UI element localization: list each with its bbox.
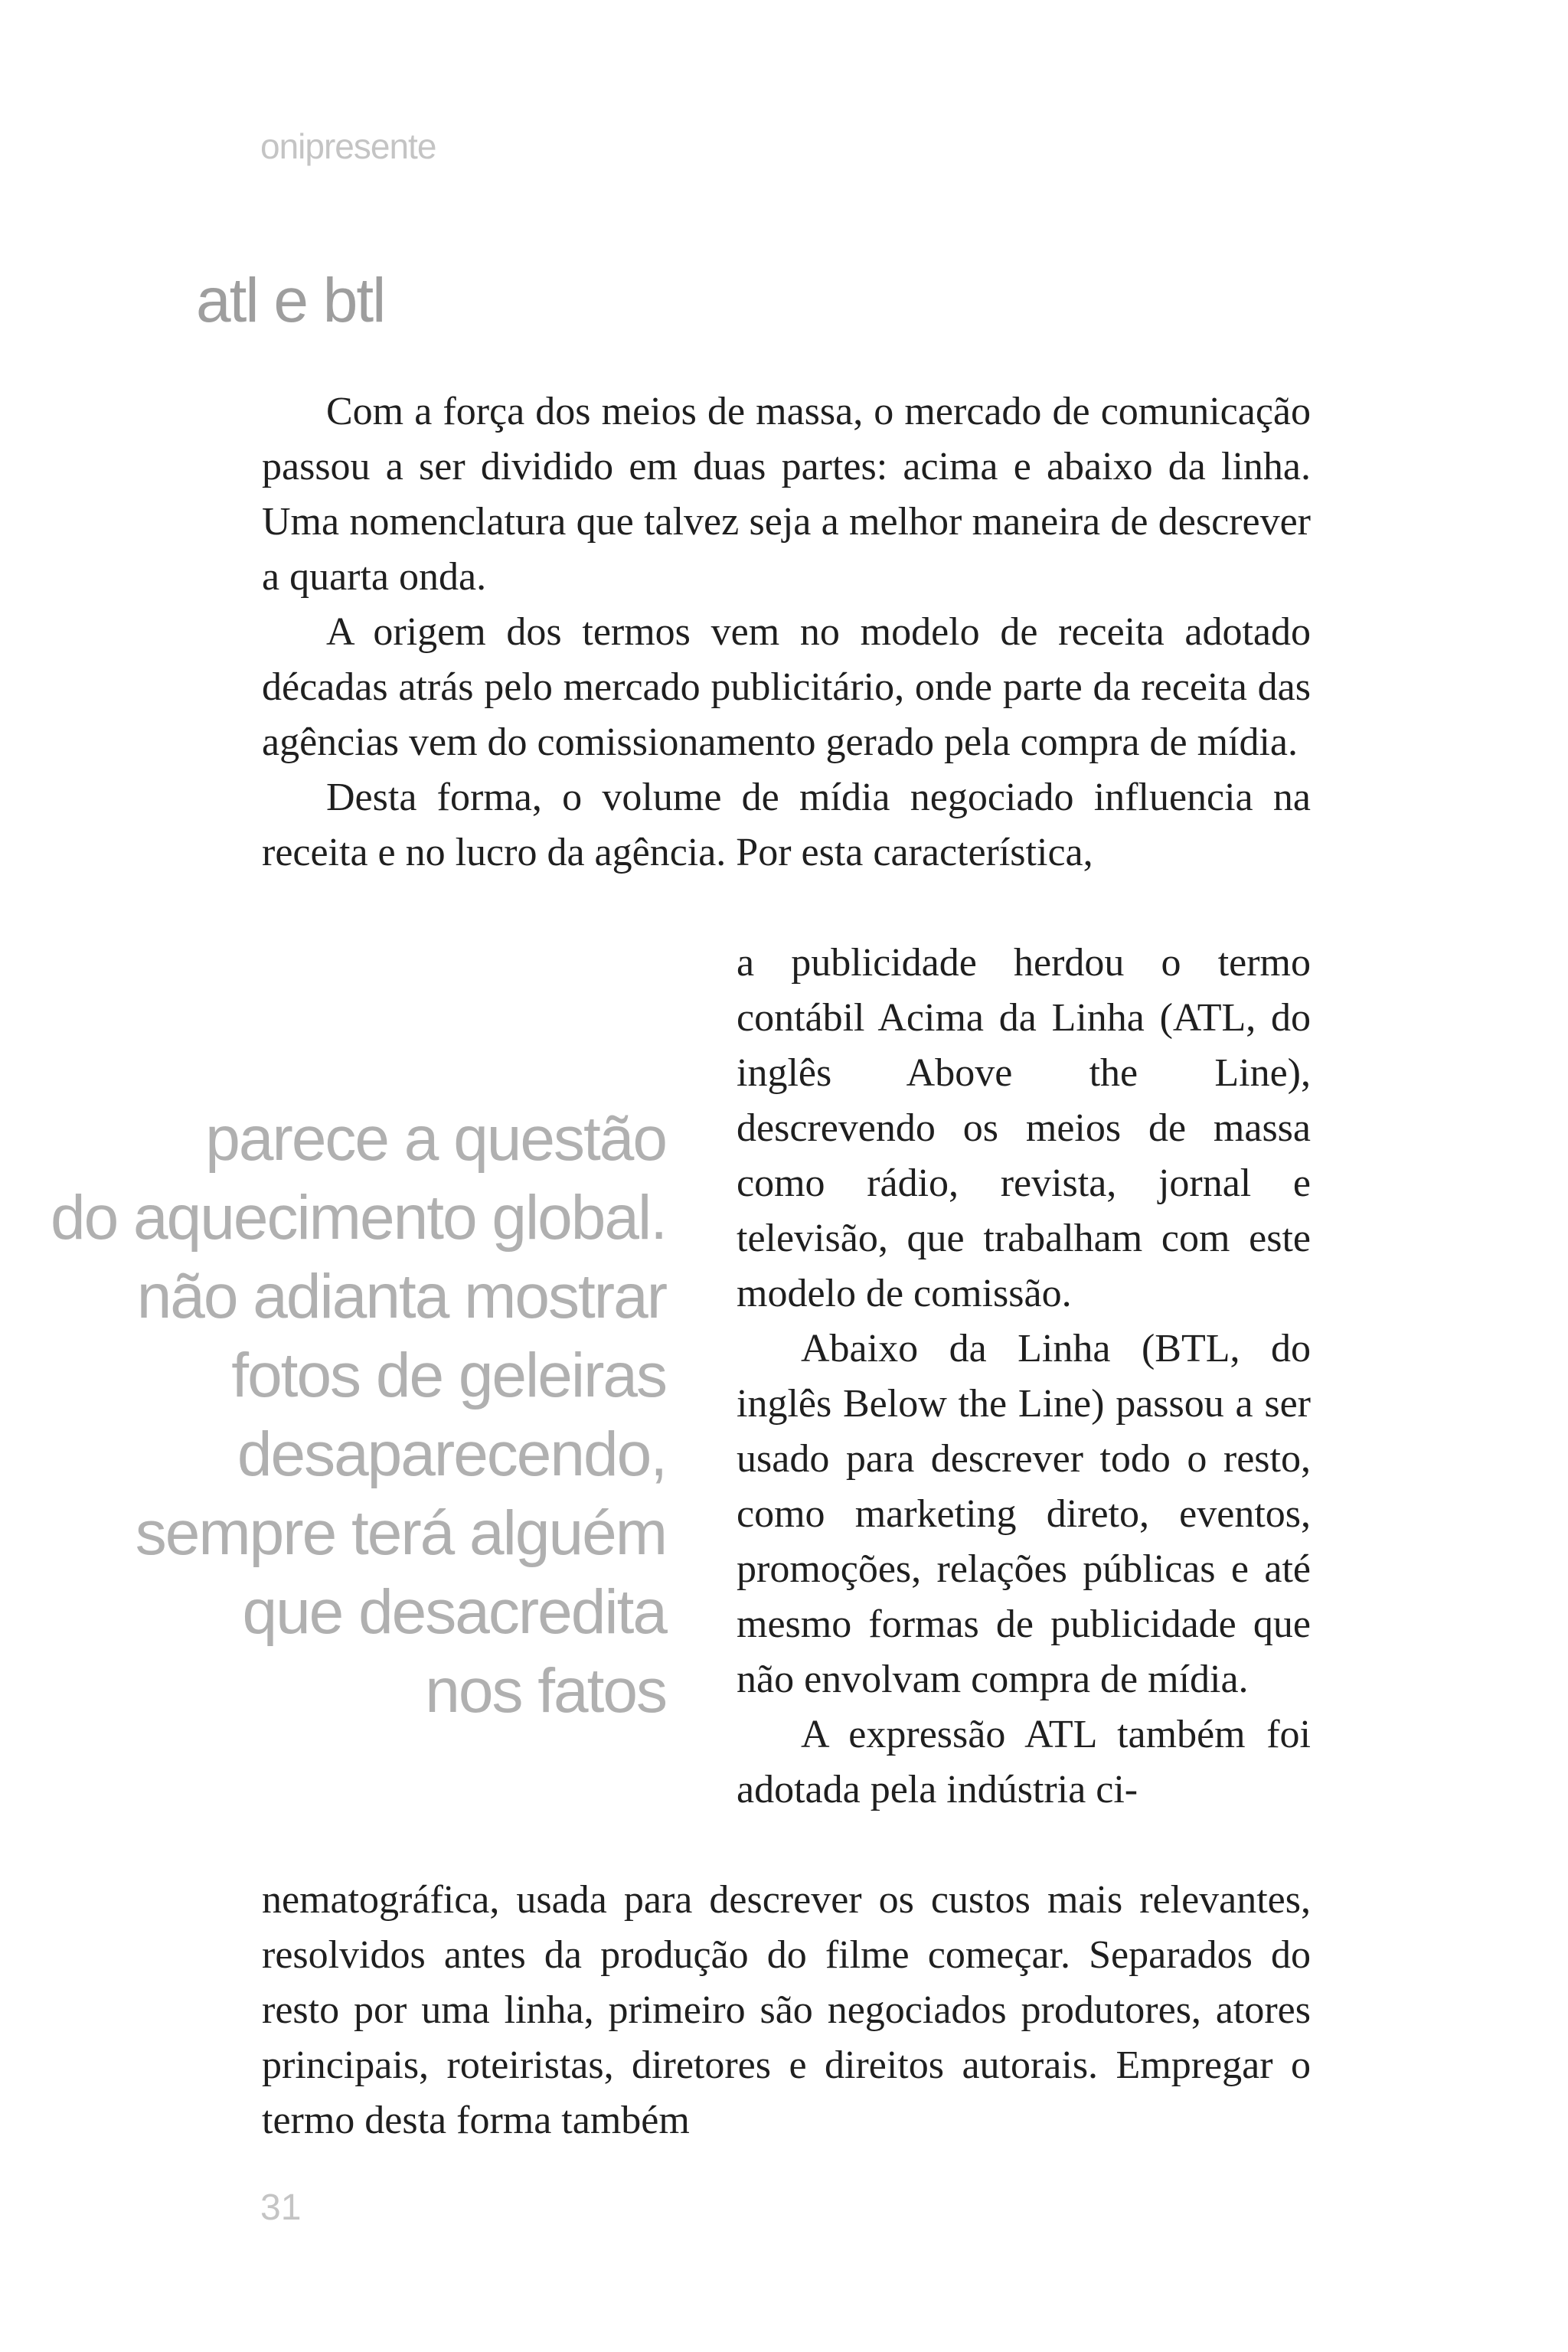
body-text-top [262, 384, 1311, 880]
pull-quote-line: sempre terá alguém [135, 1498, 666, 1568]
pull-quote-line: não adianta mostrar [136, 1262, 666, 1331]
paragraph: nematográfica, usada para descrever os custos mais relevantes, resolvidos antes da produção do filme começar. Separados do resto por uma linha, primeiro são negociados produtores, atores principais, roteiristas, diretores e direitos autorais. Empregar o termo desta forma também [262, 1878, 1311, 2142]
pull-quote-line: fotos de geleiras [231, 1341, 666, 1410]
running-head: onipresente [260, 126, 436, 166]
body-text-bottom [262, 1873, 1311, 2148]
body-text-column [737, 936, 1311, 1818]
paragraph: A expressão ATL também foi adotada pela indústria ci- [737, 1713, 1311, 1811]
paragraph: a publicidade herdou o termo contábil Acima da Linha (ATL, do inglês Above the Line), descrevendo os meios de massa como rádio, revista, jornal e televisão, que trabalham com este modelo de comissão. [737, 941, 1311, 1315]
paragraph: Com a força dos meios de massa, o mercado de comunicação passou a ser dividido em duas partes: acima e abaixo da linha. Uma nomenclatura que talvez seja a melhor maneira de descrever a quarta onda. [262, 390, 1311, 599]
section-title: atl e btl [196, 266, 385, 335]
pull-quote-line: desaparecendo, [237, 1419, 666, 1489]
paragraph: Abaixo da Linha (BTL, do inglês Below the Line) passou a ser usado para descrever todo o resto, como marketing direto, eventos, promoções, relações públicas e até mesmo formas de publicidade que não envolvam compra de mídia. [737, 1327, 1311, 1701]
pull-quote-line: nos fatos [425, 1656, 666, 1726]
pull-quote-line: do aquecimento global. [51, 1183, 666, 1253]
paragraph: Desta forma, o volume de mídia negociado influencia na receita e no lucro da agência. Por esta característica, [262, 776, 1311, 874]
pull-quote-line: parece a questão [205, 1104, 666, 1174]
pull-quote-line: que desacredita [242, 1577, 666, 1647]
pull-quote [31, 1099, 666, 1730]
paragraph: A origem dos termos vem no modelo de receita adotado décadas atrás pelo mercado publicitário, onde parte da receita das agências vem do comissionamento gerado pela compra de mídia. [262, 610, 1311, 764]
page-number: 31 [260, 2187, 302, 2228]
